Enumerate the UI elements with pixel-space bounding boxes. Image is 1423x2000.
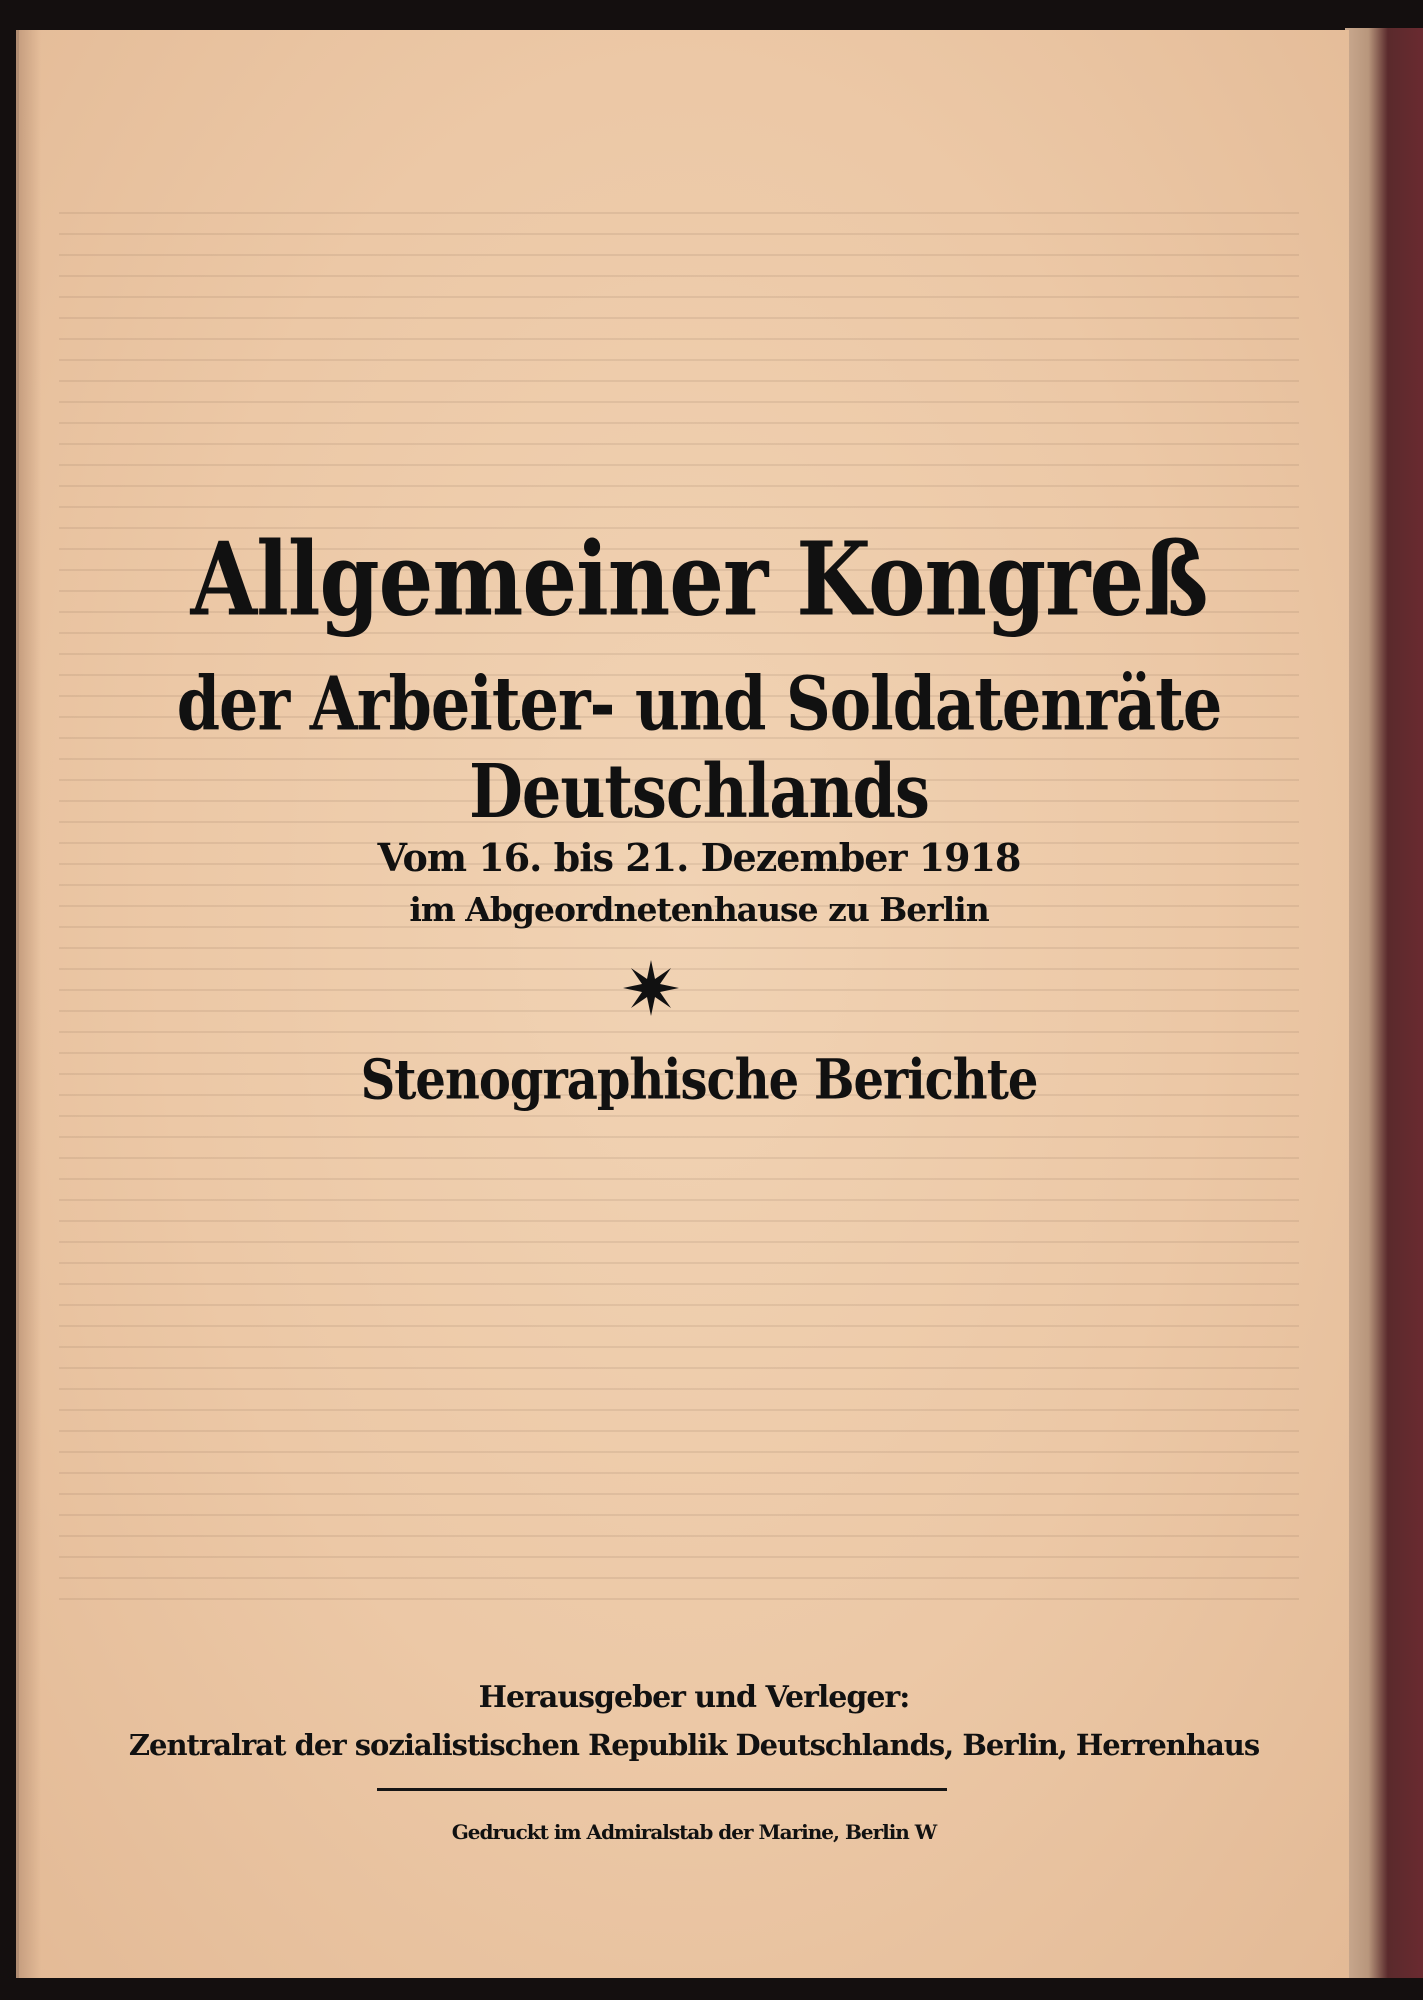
star-icon — [621, 958, 681, 1018]
main-title-line-2: der Arbeiter- und Soldatenräte Deutschlands — [176, 660, 1222, 836]
book-binding-edge — [1345, 28, 1423, 1978]
publisher-name: Zentralrat der sozialistischen Republik Deutschlands, Berlin, Herrenhaus — [128, 1728, 1260, 1762]
title-page — [16, 30, 1349, 1978]
publisher-label: Herausgeber und Verleger: — [478, 1680, 910, 1715]
main-title-line-1: Allgemeiner Kongreß — [190, 520, 1208, 640]
printer-imprint: Gedruckt im Admiralstab der Marine, Berlin W — [451, 1820, 937, 1844]
congress-venue: im Abgeordnetenhause zu Berlin — [409, 890, 989, 929]
divider-rule — [377, 1788, 947, 1791]
reports-title: Stenographische Berichte — [360, 1048, 1038, 1113]
congress-dates: Vom 16. bis 21. Dezember 1918 — [377, 835, 1021, 880]
